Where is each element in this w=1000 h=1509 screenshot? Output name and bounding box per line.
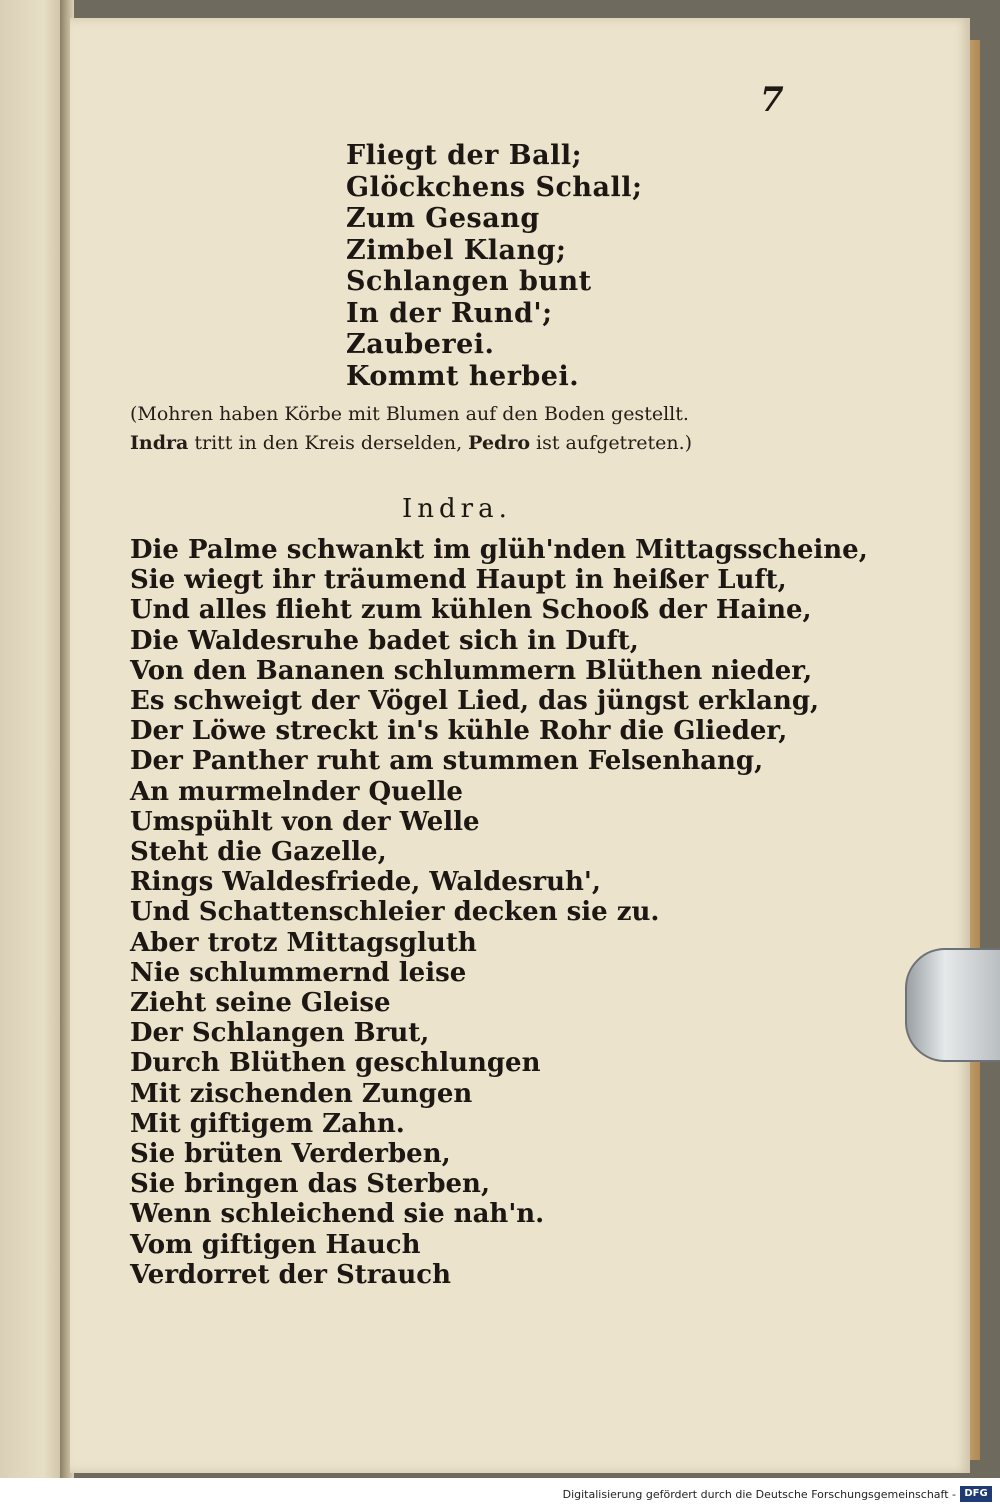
verse-line: Und alles flieht zum kühlen Schooß der Haine,	[130, 595, 812, 626]
stage-direction-line	[130, 429, 790, 458]
verse-line: Mit giftigem Zahn.	[130, 1108, 405, 1139]
verse-line: Und Schattenschleier decken sie zu.	[130, 897, 660, 928]
funding-credit: Digitalisierung gefördert durch die Deutsche Forschungsgemeinschaft -	[562, 1488, 956, 1501]
character-name: Pedro	[468, 432, 531, 454]
verse-line: Vom giftigen Hauch	[130, 1229, 421, 1260]
stage-direction-text: tritt in den Kreis derselden,	[188, 432, 469, 454]
chorus-line: Zum Gesang	[346, 203, 540, 234]
verse-line: Es schweigt der Vögel Lied, das jüngst erklang,	[130, 686, 820, 717]
speaker-heading: Indra.	[402, 494, 512, 524]
page-clip	[905, 948, 1000, 1062]
verse-line: Der Schlangen Brut,	[130, 1018, 430, 1049]
verse-line: Verdorret der Strauch	[130, 1259, 451, 1290]
verse-stanza	[130, 535, 868, 1290]
verse-line: Die Palme schwankt im glüh'nden Mittagsscheine,	[130, 535, 868, 565]
chorus-line: Glöckchens Schall;	[346, 171, 643, 203]
verse-line: Der Löwe streckt in's kühle Rohr die Glieder,	[130, 716, 788, 747]
verse-line: Sie wiegt ihr träumend Haupt in heißer Luft,	[130, 565, 787, 596]
chorus-line: Fliegt der Ball;	[346, 140, 583, 171]
chorus-line: Schlangen bunt	[346, 266, 592, 297]
verse-line: Von den Bananen schlummern Blüthen nieder,	[130, 655, 813, 686]
verse-line: Sie bringen das Sterben,	[130, 1169, 491, 1200]
verse-line: Rings Waldesfriede, Waldesruh',	[130, 867, 601, 898]
verse-line: Der Panther ruht am stummen Felsenhang,	[130, 746, 764, 777]
chorus-line: Zauberei.	[346, 329, 495, 360]
page-number: 7	[760, 80, 784, 120]
verse-line: Sie brüten Verderben,	[130, 1139, 451, 1170]
verse-line: Die Waldesruhe badet sich in Duft,	[130, 625, 639, 656]
chorus-stanza	[346, 140, 643, 392]
chorus-line: Kommt herbei.	[346, 360, 580, 392]
stage-direction	[130, 400, 790, 458]
stage-direction-line: (Mohren haben Körbe mit Blumen auf den Boden gestellt.	[130, 403, 689, 425]
verse-line: Zieht seine Gleise	[130, 988, 391, 1019]
verse-line: Aber trotz Mittagsgluth	[130, 927, 477, 958]
stage-direction-text: ist aufgetreten.)	[530, 432, 693, 454]
chorus-line: In der Rund';	[346, 297, 553, 329]
left-page-edge	[0, 0, 62, 1478]
dfg-logo: DFG	[960, 1486, 992, 1502]
verse-line: Umspühlt von der Welle	[130, 806, 480, 837]
verse-line: Mit zischenden Zungen	[130, 1078, 473, 1109]
verse-line: Nie schlummernd leise	[130, 957, 467, 988]
verse-line: Steht die Gazelle,	[130, 837, 387, 868]
verse-line: Wenn schleichend sie nah'n.	[130, 1199, 545, 1230]
verse-line: Durch Blüthen geschlungen	[130, 1048, 541, 1079]
chorus-line: Zimbel Klang;	[346, 234, 567, 266]
character-name: Indra	[130, 432, 189, 454]
verse-line: An murmelnder Quelle	[130, 776, 463, 807]
